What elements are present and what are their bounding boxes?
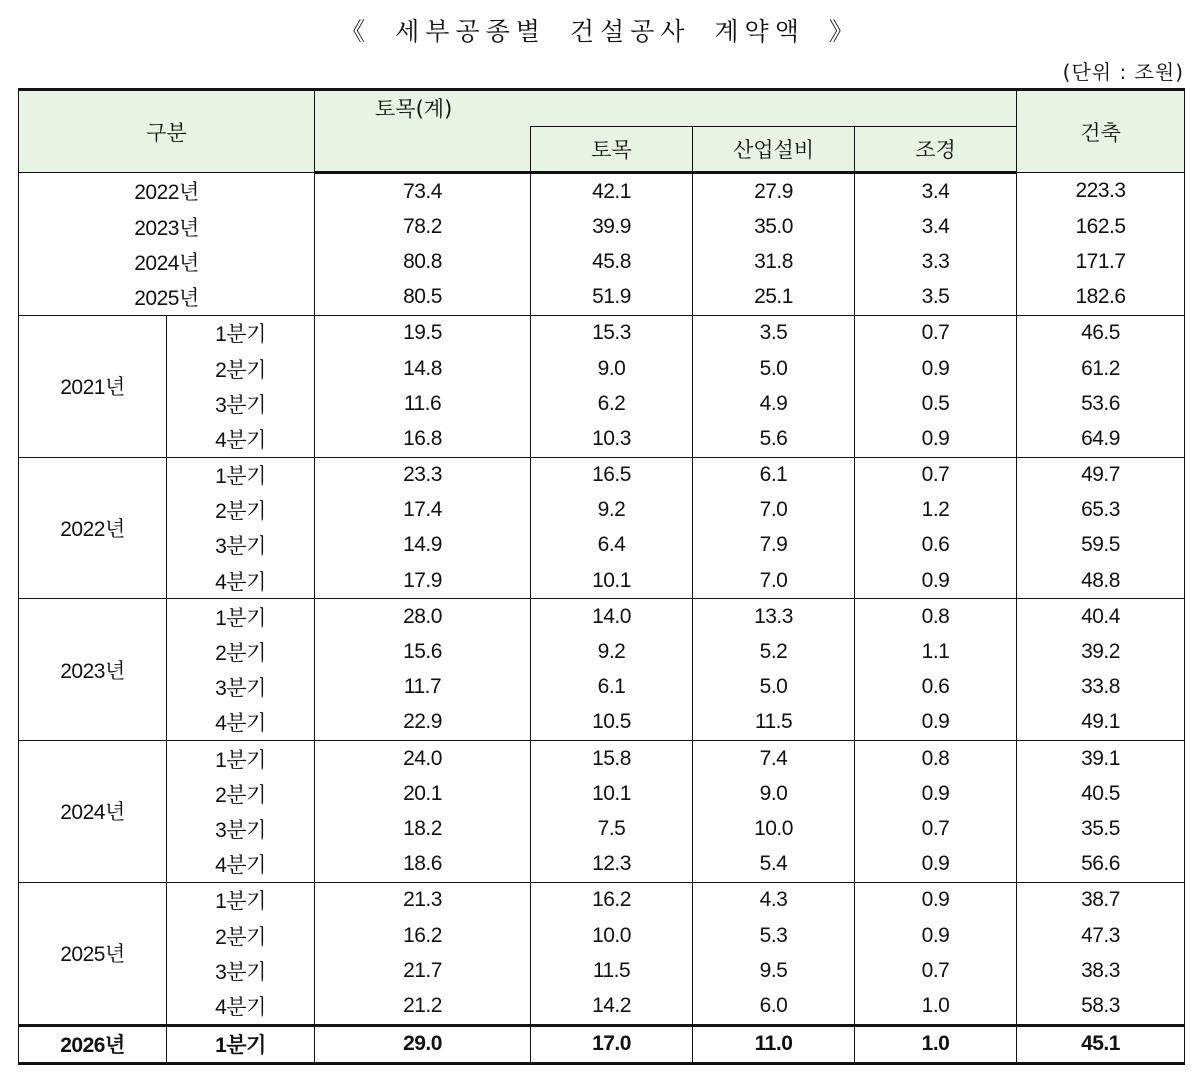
table-row-latest <box>19 1025 1185 1063</box>
table-row <box>19 209 1185 244</box>
cell-landscape: 0.9 <box>855 918 1017 953</box>
cell-building: 39.1 <box>1017 741 1185 777</box>
cell-industrial: 4.9 <box>693 386 855 421</box>
row-quarter: 1분기 <box>167 882 315 918</box>
cell-industrial: 7.9 <box>693 528 855 563</box>
table-row <box>19 811 1185 846</box>
table-row <box>19 776 1185 811</box>
cell-total: 17.4 <box>315 493 531 528</box>
cell-industrial: 27.9 <box>693 173 855 210</box>
row-year: 2023년 <box>19 209 315 244</box>
cell-civil: 7.5 <box>531 811 693 846</box>
header-industrial: 산업설비 <box>693 127 855 173</box>
row-quarter: 1분기 <box>167 315 315 351</box>
cell-landscape: 0.8 <box>855 741 1017 777</box>
row-quarter: 2분기 <box>167 351 315 386</box>
cell-civil: 14.0 <box>531 599 693 635</box>
cell-landscape: 3.4 <box>855 173 1017 210</box>
cell-total: 11.6 <box>315 386 531 421</box>
cell-landscape: 0.9 <box>855 351 1017 386</box>
cell-industrial: 6.0 <box>693 988 855 1025</box>
table-row <box>19 457 1185 493</box>
cell-total: 21.7 <box>315 953 531 988</box>
table-row <box>19 244 1185 279</box>
cell-industrial: 5.0 <box>693 670 855 705</box>
cell-building: 48.8 <box>1017 563 1185 599</box>
cell-building: 182.6 <box>1017 280 1185 316</box>
table-row <box>19 173 1185 210</box>
cell-total: 24.0 <box>315 741 531 777</box>
row-quarter: 2분기 <box>167 918 315 953</box>
cell-civil: 6.1 <box>531 670 693 705</box>
row-quarter: 1분기 <box>167 457 315 493</box>
cell-industrial: 9.0 <box>693 776 855 811</box>
cell-civil: 45.8 <box>531 244 693 279</box>
cell-industrial: 35.0 <box>693 209 855 244</box>
cell-civil: 14.2 <box>531 988 693 1025</box>
cell-landscape: 0.9 <box>855 563 1017 599</box>
row-quarter: 2분기 <box>167 493 315 528</box>
header-civil-total <box>315 90 1017 127</box>
cell-total: 15.6 <box>315 634 531 669</box>
cell-building: 40.5 <box>1017 776 1185 811</box>
cell-civil: 11.5 <box>531 953 693 988</box>
row-quarter: 4분기 <box>167 847 315 883</box>
table-row <box>19 634 1185 669</box>
table-row <box>19 493 1185 528</box>
table-row <box>19 670 1185 705</box>
cell-building: 38.3 <box>1017 953 1185 988</box>
cell-industrial: 5.0 <box>693 351 855 386</box>
cell-total: 21.3 <box>315 882 531 918</box>
table-row <box>19 563 1185 599</box>
cell-building: 64.9 <box>1017 421 1185 457</box>
row-quarter: 4분기 <box>167 705 315 741</box>
cell-total: 16.2 <box>315 918 531 953</box>
cell-total: 20.1 <box>315 776 531 811</box>
header-civil-total-label: 토목(계) <box>375 97 453 121</box>
table-row <box>19 351 1185 386</box>
cell-building: 58.3 <box>1017 988 1185 1025</box>
cell-industrial: 7.0 <box>693 493 855 528</box>
cell-industrial: 25.1 <box>693 280 855 316</box>
cell-civil: 16.2 <box>531 882 693 918</box>
cell-civil: 42.1 <box>531 173 693 210</box>
table-row <box>19 847 1185 883</box>
row-quarter: 3분기 <box>167 386 315 421</box>
cell-building: 49.7 <box>1017 457 1185 493</box>
cell-industrial: 4.3 <box>693 882 855 918</box>
header-landscape: 조경 <box>855 127 1017 173</box>
cell-building: 162.5 <box>1017 209 1185 244</box>
table-row <box>19 599 1185 635</box>
cell-landscape: 0.6 <box>855 528 1017 563</box>
cell-landscape: 0.9 <box>855 705 1017 741</box>
row-quarter: 3분기 <box>167 528 315 563</box>
header-building: 건축 <box>1017 90 1185 173</box>
cell-industrial: 5.6 <box>693 421 855 457</box>
table-row <box>19 988 1185 1025</box>
cell-civil: 10.3 <box>531 421 693 457</box>
group-year: 2025년 <box>19 882 167 1025</box>
cell-civil: 10.1 <box>531 563 693 599</box>
cell-landscape: 0.7 <box>855 315 1017 351</box>
cell-total: 19.5 <box>315 315 531 351</box>
cell-total: 22.9 <box>315 705 531 741</box>
cell-landscape: 1.2 <box>855 493 1017 528</box>
cell-landscape: 3.3 <box>855 244 1017 279</box>
cell-civil: 9.2 <box>531 493 693 528</box>
cell-industrial: 11.5 <box>693 705 855 741</box>
cell-total: 11.7 <box>315 670 531 705</box>
cell-building: 65.3 <box>1017 493 1185 528</box>
cell-building: 39.2 <box>1017 634 1185 669</box>
header-category: 구분 <box>19 90 315 173</box>
cell-landscape: 0.9 <box>855 421 1017 457</box>
cell-civil: 15.8 <box>531 741 693 777</box>
row-quarter: 4분기 <box>167 421 315 457</box>
table-title: 《 세부공종별 건설공사 계약액 》 <box>340 17 860 46</box>
table-row <box>19 386 1185 421</box>
cell-civil: 17.0 <box>531 1025 693 1063</box>
table-row <box>19 741 1185 777</box>
cell-civil: 10.5 <box>531 705 693 741</box>
group-year: 2021년 <box>19 315 167 457</box>
row-quarter: 3분기 <box>167 670 315 705</box>
row-year: 2022년 <box>19 173 315 210</box>
cell-industrial: 5.2 <box>693 634 855 669</box>
cell-civil: 51.9 <box>531 280 693 316</box>
latest-quarter: 1분기 <box>167 1025 315 1063</box>
cell-building: 45.1 <box>1017 1025 1185 1063</box>
row-quarter: 4분기 <box>167 563 315 599</box>
unit-label: (단위 : 조원) <box>1062 60 1184 84</box>
cell-total: 80.8 <box>315 244 531 279</box>
cell-industrial: 11.0 <box>693 1025 855 1063</box>
cell-industrial: 5.3 <box>693 918 855 953</box>
cell-building: 47.3 <box>1017 918 1185 953</box>
row-quarter: 3분기 <box>167 953 315 988</box>
cell-building: 38.7 <box>1017 882 1185 918</box>
cell-total: 18.2 <box>315 811 531 846</box>
cell-building: 223.3 <box>1017 173 1185 210</box>
cell-landscape: 0.9 <box>855 847 1017 883</box>
cell-total: 29.0 <box>315 1025 531 1063</box>
cell-landscape: 0.7 <box>855 953 1017 988</box>
cell-building: 40.4 <box>1017 599 1185 635</box>
table-row <box>19 953 1185 988</box>
cell-building: 49.1 <box>1017 705 1185 741</box>
cell-industrial: 9.5 <box>693 953 855 988</box>
cell-landscape: 3.4 <box>855 209 1017 244</box>
cell-total: 73.4 <box>315 173 531 210</box>
cell-civil: 9.0 <box>531 351 693 386</box>
cell-building: 171.7 <box>1017 244 1185 279</box>
cell-total: 80.5 <box>315 280 531 316</box>
cell-landscape: 0.9 <box>855 882 1017 918</box>
cell-total: 78.2 <box>315 209 531 244</box>
cell-civil: 16.5 <box>531 457 693 493</box>
cell-civil: 6.4 <box>531 528 693 563</box>
cell-landscape: 0.7 <box>855 811 1017 846</box>
row-year: 2025년 <box>19 280 315 316</box>
header-civil: 토목 <box>531 127 693 173</box>
cell-civil: 9.2 <box>531 634 693 669</box>
cell-industrial: 6.1 <box>693 457 855 493</box>
table-row <box>19 280 1185 316</box>
cell-industrial: 13.3 <box>693 599 855 635</box>
cell-total: 23.3 <box>315 457 531 493</box>
cell-industrial: 3.5 <box>693 315 855 351</box>
group-year: 2023년 <box>19 599 167 741</box>
cell-building: 46.5 <box>1017 315 1185 351</box>
cell-industrial: 31.8 <box>693 244 855 279</box>
cell-total: 17.9 <box>315 563 531 599</box>
cell-landscape: 0.9 <box>855 776 1017 811</box>
cell-landscape: 1.1 <box>855 634 1017 669</box>
row-quarter: 3분기 <box>167 811 315 846</box>
cell-landscape: 1.0 <box>855 1025 1017 1063</box>
cell-total: 21.2 <box>315 988 531 1025</box>
cell-industrial: 10.0 <box>693 811 855 846</box>
cell-landscape: 1.0 <box>855 988 1017 1025</box>
group-year: 2022년 <box>19 457 167 599</box>
cell-total: 14.8 <box>315 351 531 386</box>
cell-building: 35.5 <box>1017 811 1185 846</box>
cell-civil: 10.0 <box>531 918 693 953</box>
cell-building: 33.8 <box>1017 670 1185 705</box>
cell-industrial: 5.4 <box>693 847 855 883</box>
row-quarter: 4분기 <box>167 988 315 1025</box>
cell-landscape: 0.7 <box>855 457 1017 493</box>
cell-civil: 12.3 <box>531 847 693 883</box>
cell-civil: 15.3 <box>531 315 693 351</box>
cell-civil: 6.2 <box>531 386 693 421</box>
cell-landscape: 0.8 <box>855 599 1017 635</box>
row-quarter: 1분기 <box>167 741 315 777</box>
row-quarter: 2분기 <box>167 776 315 811</box>
table-row <box>19 528 1185 563</box>
cell-building: 56.6 <box>1017 847 1185 883</box>
table-row <box>19 421 1185 457</box>
cell-building: 53.6 <box>1017 386 1185 421</box>
cell-total: 16.8 <box>315 421 531 457</box>
cell-building: 59.5 <box>1017 528 1185 563</box>
cell-building: 61.2 <box>1017 351 1185 386</box>
cell-civil: 39.9 <box>531 209 693 244</box>
header-civil-total-spacer <box>315 127 531 173</box>
contract-table <box>18 88 1185 1065</box>
latest-year: 2026년 <box>19 1025 167 1063</box>
cell-landscape: 3.5 <box>855 280 1017 316</box>
table-row <box>19 882 1185 918</box>
table-row <box>19 315 1185 351</box>
table-row <box>19 705 1185 741</box>
cell-landscape: 0.6 <box>855 670 1017 705</box>
cell-total: 14.9 <box>315 528 531 563</box>
cell-industrial: 7.0 <box>693 563 855 599</box>
cell-total: 18.6 <box>315 847 531 883</box>
cell-industrial: 7.4 <box>693 741 855 777</box>
row-quarter: 2분기 <box>167 634 315 669</box>
row-year: 2024년 <box>19 244 315 279</box>
group-year: 2024년 <box>19 741 167 883</box>
cell-landscape: 0.5 <box>855 386 1017 421</box>
cell-total: 28.0 <box>315 599 531 635</box>
table-row <box>19 918 1185 953</box>
row-quarter: 1분기 <box>167 599 315 635</box>
cell-civil: 10.1 <box>531 776 693 811</box>
